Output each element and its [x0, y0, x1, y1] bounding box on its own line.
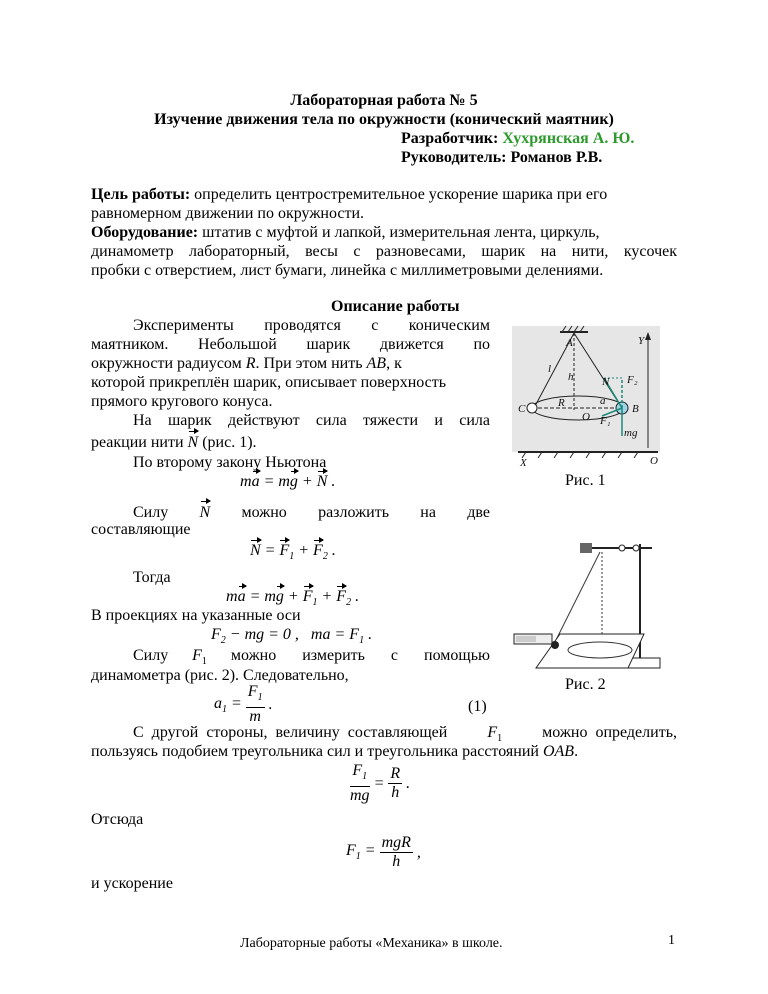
desc-text: окружности радиусом [91, 355, 242, 372]
label-b: B [632, 403, 639, 415]
desc-hence: Отсюда [91, 811, 144, 828]
desc-text: , к [386, 355, 402, 372]
desc-line-4: которой прикреплён шарик, описывает поверхность [91, 374, 447, 391]
supervisor-name: Романов Р.В. [510, 149, 603, 166]
desc-line-3 [91, 354, 490, 373]
developer-name: Хухрянская А. Ю. [502, 130, 635, 147]
developer-line [401, 129, 634, 148]
label-f2: F₂ [627, 374, 638, 386]
desc-text: (рис. 1). [202, 434, 257, 451]
goal-label: Цель работы: [91, 186, 191, 203]
desc-text: Силу [133, 647, 169, 664]
desc-text: можно определить, [542, 724, 677, 741]
figure-2-caption: Рис. 2 [565, 676, 606, 693]
equation-1: $a_1$ = $\frac{F_1}{m}$ . [214, 683, 273, 726]
label-o-axis: O [650, 455, 658, 466]
desc-text: можно [241, 504, 287, 521]
subscript: 1 [201, 656, 207, 668]
equipment-paragraph [91, 223, 677, 242]
desc-line-10: составляющие [91, 521, 191, 538]
equation-similarity: $\frac{F_1}{mg}$ = $\frac{R}{h}$ . [350, 762, 411, 805]
vector-n: N [187, 434, 199, 451]
force-symbol: F [192, 647, 202, 664]
figure-1-caption: Рис. 1 [565, 472, 606, 489]
label-f1: F₁ [600, 415, 611, 427]
desc-and-accel: и ускорение [91, 875, 173, 892]
desc-text: две [467, 504, 490, 521]
developer-label: Разработчик: [401, 130, 499, 147]
desc-line-8: По второму закону Ньютона [133, 454, 327, 471]
equation-number: (1) [468, 698, 487, 715]
label-o: O [582, 411, 590, 423]
desc-projections: В проекциях на указанные оси [91, 607, 301, 624]
goal-text-1: определить центростремительное ускорение шарика при его [194, 186, 608, 203]
desc-line-6: На шарик действуют сила тяжести и сила [133, 412, 490, 429]
label-y: Y [638, 335, 645, 347]
desc-line-7 [91, 433, 257, 452]
subscript: 1 [497, 733, 503, 745]
label-mg: mg [624, 427, 638, 439]
desc-line-5: прямого кругового конуса. [91, 393, 273, 410]
label-h: h [568, 371, 574, 383]
desc-line-14 [91, 742, 578, 761]
desc-text: разложить [318, 504, 389, 521]
equation-f1: $F_1$ = $\frac{\text{mgR}}{h}$ , [346, 834, 421, 870]
equipment-text-1: штатив с муфтой и лапкой, измерительная лента, циркуль, [202, 224, 600, 241]
pendulum-setup-diagram [512, 538, 662, 670]
desc-text: . [574, 743, 579, 760]
desc-text: пользуясь подобием треугольника сил и треугольника расстояний [91, 743, 539, 760]
desc-line-12: динамометра (рис. 2). Следовательно, [91, 667, 349, 684]
desc-text: . При этом нить [255, 355, 363, 372]
equation-projections: $F_2$ − mg = 0 , ma = $F_1$ . [211, 626, 373, 647]
footer-text: Лабораторные работы «Механика» в школе. [240, 936, 503, 951]
page-number: 1 [668, 933, 675, 948]
triangle-symbol: OAB [542, 743, 575, 760]
page-title: Лабораторная работа № 5 [290, 92, 478, 109]
desc-text: реакции нити [91, 434, 184, 451]
label-n: N [602, 376, 610, 388]
section-heading: Описание работы [331, 298, 460, 315]
desc-then: Тогда [133, 569, 171, 586]
label-a-n: a [600, 395, 606, 407]
conical-pendulum-diagram [508, 320, 664, 466]
equipment-text-2: динамометр лабораторный, весы с разновесами, шарик на нити, кусочек [91, 243, 677, 260]
page-subtitle: Изучение движения тела по окружности (конический маятник) [154, 111, 614, 128]
label-r: R [558, 397, 565, 409]
vector-n: N [199, 504, 211, 521]
supervisor-line [401, 148, 602, 167]
equation-full: ma = mg + $F_1 + F_2$ . [226, 588, 360, 609]
desc-text: С другой стороны, величину составляющей [133, 724, 448, 741]
force-symbol: F [487, 724, 498, 741]
figure-2 [512, 538, 662, 670]
desc-text: Силу [133, 504, 169, 521]
equipment-label: Оборудование: [91, 224, 199, 241]
desc-line-1: Эксперименты проводятся с коническим [133, 317, 490, 334]
equation-decomposition: $N = F_1 + F_2$ . [250, 542, 336, 563]
equation-newton: ma = mg + N . [240, 473, 336, 490]
goal-paragraph [91, 185, 677, 204]
desc-text: можно измерить с помощью [230, 647, 490, 664]
goal-text-2: равномерном движении по окружности. [91, 205, 364, 222]
label-a: A [566, 337, 573, 349]
thread-symbol: AB [366, 355, 387, 372]
label-c: C [518, 403, 526, 415]
desc-line-2: маятником. Небольшой шарик движется по [91, 336, 490, 353]
figure-1 [508, 320, 664, 466]
radius-symbol: R [245, 355, 256, 372]
label-x: X [520, 457, 527, 466]
desc-text: на [420, 504, 436, 521]
equipment-text-3: пробки с отверстием, лист бумаги, линейка с миллиметровыми делениями. [91, 262, 604, 279]
label-l: l [548, 363, 552, 375]
supervisor-label: Руководитель: [401, 149, 507, 166]
